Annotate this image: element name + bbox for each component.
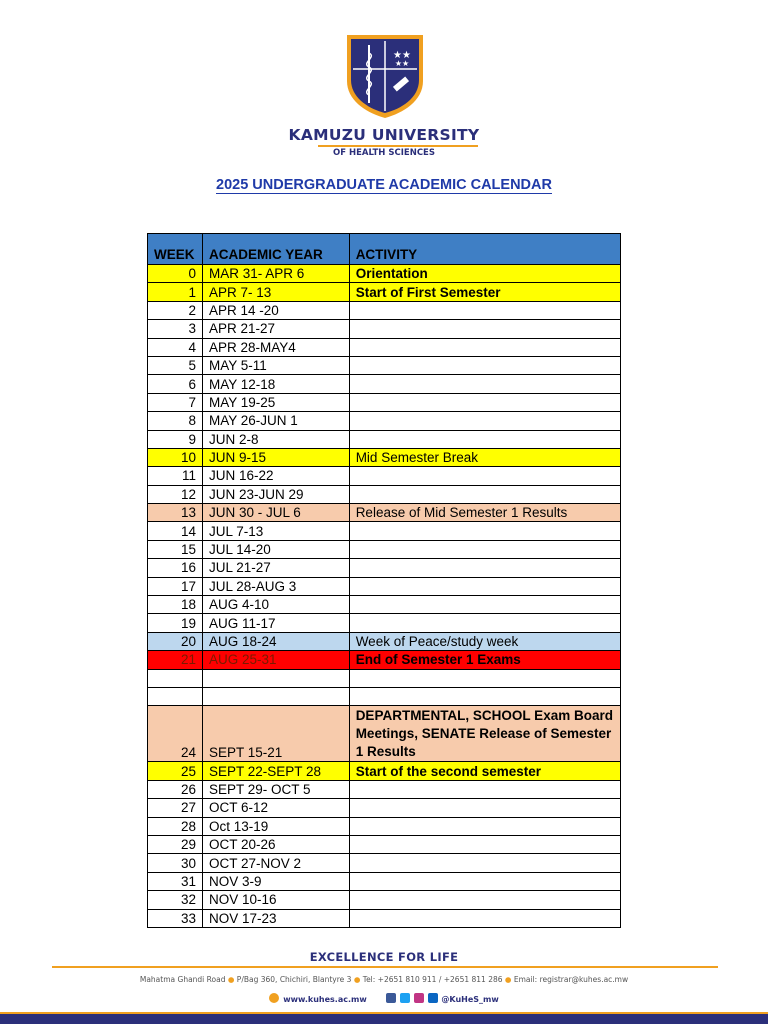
academic-year-cell: MAY 26-JUN 1 [202,412,349,430]
academic-year-cell: JUN 30 - JUL 6 [202,504,349,522]
table-row [148,375,621,393]
table-row [148,356,621,374]
academic-year-cell: JUL 7-13 [202,522,349,540]
footer-address: Mahatma Ghandi Road [139,975,226,984]
week-cell: 30 [148,854,203,872]
week-cell: 5 [148,356,203,374]
week-cell: 29 [148,835,203,853]
activity-cell: Release of Mid Semester 1 Results [349,504,620,522]
academic-year-cell [202,687,349,705]
activity-cell [349,301,620,319]
academic-year-cell: MAR 31- APR 6 [202,265,349,283]
academic-year-cell: NOV 3-9 [202,872,349,890]
footer-social-handle[interactable]: @KuHeS_mw [441,995,499,1004]
table-row [148,283,621,301]
week-cell: 24 [148,706,203,762]
academic-year-cell: AUG 18-24 [202,632,349,650]
week-cell [148,687,203,705]
activity-cell [349,320,620,338]
column-header-week: WEEK [148,234,203,265]
separator-dot: ● [353,975,361,984]
table-row [148,338,621,356]
activity-cell [349,375,620,393]
footer-motto: EXCELLENCE FOR LIFE [309,950,459,964]
academic-year-cell [202,669,349,687]
week-cell [148,669,203,687]
academic-year-cell: JUN 16-22 [202,467,349,485]
table-row [148,577,621,595]
academic-year-cell: APR 7- 13 [202,283,349,301]
activity-cell [349,485,620,503]
week-cell: 26 [148,780,203,798]
academic-year-cell: JUL 21-27 [202,559,349,577]
activity-cell [349,596,620,614]
academic-year-cell: APR 21-27 [202,320,349,338]
activity-cell [349,687,620,705]
activity-cell [349,559,620,577]
footer-contact [0,975,768,984]
activity-cell: Mid Semester Break [349,448,620,466]
academic-year-cell: JUL 14-20 [202,540,349,558]
academic-year-cell: JUN 23-JUN 29 [202,485,349,503]
table-row [148,669,621,687]
table-row [148,467,621,485]
week-cell: 28 [148,817,203,835]
table-row [148,596,621,614]
week-cell: 1 [148,283,203,301]
twitter-icon[interactable] [400,993,410,1003]
table-row [148,835,621,853]
week-cell: 18 [148,596,203,614]
academic-year-cell: AUG 25-31 [202,651,349,669]
activity-cell [349,909,620,927]
week-cell: 9 [148,430,203,448]
academic-year-cell: JUN 9-15 [202,448,349,466]
activity-cell [349,522,620,540]
table-row [148,780,621,798]
globe-icon [269,993,279,1003]
activity-cell: Start of First Semester [349,283,620,301]
footer-website-link[interactable]: www.kuhes.ac.mw [283,995,367,1004]
activity-cell [349,467,620,485]
activity-cell [349,669,620,687]
week-cell: 17 [148,577,203,595]
week-cell: 31 [148,872,203,890]
table-row [148,614,621,632]
table-row [148,485,621,503]
activity-cell [349,577,620,595]
university-subtitle: OF HEALTH SCIENCES [333,148,435,158]
table-row [148,522,621,540]
academic-year-cell: SEPT 15-21 [202,706,349,762]
activity-cell [349,540,620,558]
academic-year-cell: APR 14 -20 [202,301,349,319]
academic-year-cell: OCT 20-26 [202,835,349,853]
table-row [148,412,621,430]
activity-cell [349,614,620,632]
academic-year-cell: AUG 11-17 [202,614,349,632]
week-cell: 2 [148,301,203,319]
calendar-title: 2025 UNDERGRADUATE ACADEMIC CALENDAR [216,177,552,193]
week-cell: 33 [148,909,203,927]
academic-calendar-table [147,233,621,928]
activity-cell [349,430,620,448]
separator-dot: ● [504,975,512,984]
instagram-icon[interactable] [414,993,424,1003]
linkedin-icon[interactable] [428,993,438,1003]
activity-cell [349,338,620,356]
activity-cell [349,891,620,909]
week-cell: 0 [148,265,203,283]
table-row [148,817,621,835]
academic-year-cell: OCT 27-NOV 2 [202,854,349,872]
activity-cell [349,356,620,374]
table-row [148,706,621,762]
facebook-icon[interactable] [386,993,396,1003]
activity-cell: Orientation [349,265,620,283]
footer-tel: Tel: +2651 810 911 / +2651 811 286 [362,975,503,984]
academic-year-cell: MAY 12-18 [202,375,349,393]
week-cell: 11 [148,467,203,485]
academic-year-cell: OCT 6-12 [202,799,349,817]
table-row [148,265,621,283]
week-cell: 27 [148,799,203,817]
table-row [148,762,621,780]
academic-year-cell: SEPT 22-SEPT 28 [202,762,349,780]
footer-divider [52,966,718,968]
table-row [148,301,621,319]
university-crest-logo [345,33,425,119]
svg-text:★★: ★★ [394,59,410,68]
table-row [148,799,621,817]
week-cell: 10 [148,448,203,466]
footer-pobox: P/Bag 360, Chichiri, Blantyre 3 [236,975,352,984]
activity-cell [349,854,620,872]
week-cell: 16 [148,559,203,577]
footer-links [0,993,768,1004]
table-row [148,540,621,558]
column-header-academic-year: ACADEMIC YEAR [202,234,349,265]
academic-year-cell: Oct 13-19 [202,817,349,835]
week-cell: 4 [148,338,203,356]
bottom-band [0,1014,768,1024]
week-cell: 15 [148,540,203,558]
academic-year-cell: MAY 5-11 [202,356,349,374]
table-row [148,854,621,872]
table-row [148,891,621,909]
table-row [148,559,621,577]
academic-year-cell: JUN 2-8 [202,430,349,448]
separator-dot: ● [227,975,235,984]
week-cell: 21 [148,651,203,669]
header-divider [318,145,478,147]
academic-year-cell: APR 28-MAY4 [202,338,349,356]
activity-cell [349,872,620,890]
svg-text:★★: ★★ [393,50,411,61]
academic-year-cell: JUL 28-AUG 3 [202,577,349,595]
table-row [148,504,621,522]
activity-cell [349,412,620,430]
table-row [148,651,621,669]
activity-cell [349,780,620,798]
activity-cell: Start of the second semester [349,762,620,780]
table-row [148,632,621,650]
footer-email[interactable]: Email: registrar@kuhes.ac.mw [513,975,629,984]
activity-cell: Week of Peace/study week [349,632,620,650]
activity-cell: End of Semester 1 Exams [349,651,620,669]
academic-year-cell: SEPT 29- OCT 5 [202,780,349,798]
week-cell: 7 [148,393,203,411]
week-cell: 3 [148,320,203,338]
academic-year-cell: NOV 17-23 [202,909,349,927]
week-cell: 25 [148,762,203,780]
table-row [148,448,621,466]
table-row [148,872,621,890]
academic-year-cell: AUG 4-10 [202,596,349,614]
academic-year-cell: NOV 10-16 [202,891,349,909]
activity-cell [349,799,620,817]
week-cell: 8 [148,412,203,430]
week-cell: 14 [148,522,203,540]
table-row [148,430,621,448]
calendar-body [148,265,621,928]
activity-cell [349,393,620,411]
table-row [148,393,621,411]
table-row [148,320,621,338]
academic-year-cell: MAY 19-25 [202,393,349,411]
week-cell: 20 [148,632,203,650]
table-row [148,687,621,705]
activity-cell [349,835,620,853]
activity-cell [349,817,620,835]
week-cell: 13 [148,504,203,522]
week-cell: 12 [148,485,203,503]
table-row [148,909,621,927]
week-cell: 19 [148,614,203,632]
activity-cell: DEPARTMENTAL, SCHOOL Exam Board Meetings, SENATE Release of Semester 1 Results [349,706,620,762]
week-cell: 32 [148,891,203,909]
university-name: KAMUZU UNIVERSITY [288,126,480,144]
column-header-activity: ACTIVITY [349,234,620,265]
week-cell: 6 [148,375,203,393]
table-header-row [148,234,621,265]
